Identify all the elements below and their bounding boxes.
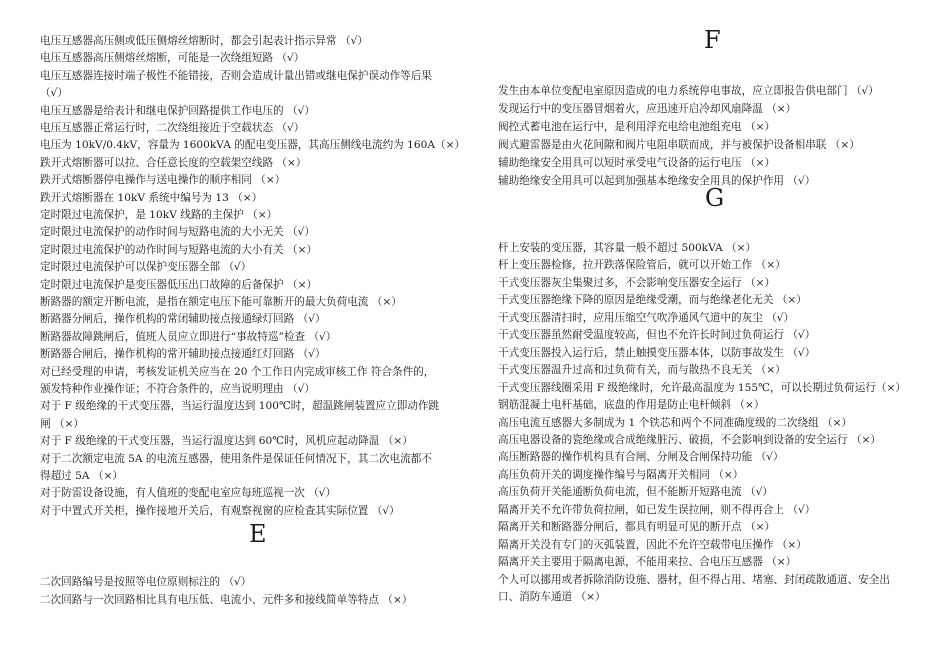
text-line: 定时限过电流保护的动作时间与短路电流的大小无关 （√）: [40, 226, 315, 239]
text-line: 阀控式蓄电池在运行中，是利用浮充电给电池组充电 （×）: [498, 121, 776, 133]
text-line: 断路器的额定开断电流，是指在额定电压下能可靠断开的最大负荷电流 （×）: [40, 296, 402, 308]
text-line: 对于 F 级绝缘的干式变压器，当运行温度达到 100℃时，超温跳闸装置应立即动作跳: [40, 400, 440, 413]
text-line: 断路器故障跳闸后，值班人员应立即进行“事故特巡”检查 （√）: [40, 330, 337, 343]
text-line: 定时限过电流保护是变压器低压出口故障的后备保护 （×）: [40, 278, 318, 291]
text-line: 高压电器设备的瓷绝缘或合成绝缘脏污、破损，不会影响到设备的安全运行 （×）: [498, 433, 882, 446]
text-line: 干式变压器清扫时，应用压缩空气吹净通风气道中的灰尘 （√）: [498, 311, 795, 324]
text-line: 二次回路编号是按照等电位原则标注的 （√）: [40, 576, 252, 588]
text-line: 得超过 5A （×）: [40, 470, 123, 482]
text-line: 对于中置式开关柜，操作接地开关后，有观察视窗的应检查其实际位置 （√）: [40, 504, 400, 517]
text-line: 颁发特种作业操作证；不符合条件的，应当说明理由 （√）: [40, 383, 315, 395]
text-line: 二次回路与一次回路相比具有电压低、电流小、元件多和接线简单等特点 （×）: [40, 594, 413, 606]
text-line: 跌开式熔断器可以拉、合任意长度的空载架空线路 （×）: [40, 156, 307, 169]
section-heading-e: E: [249, 520, 267, 548]
text-line: （√）: [40, 87, 68, 100]
section-heading-g: G: [705, 184, 725, 212]
text-line: 发现运行中的变压器冒烟着火，应迅速开启冷却风扇降温 （×）: [498, 103, 797, 115]
text-line: 电压为 10kV/0.4kV，容量为 1600kVA 的配电变压器，其高压侧线电流约为 160A（×）: [40, 139, 466, 152]
text-line: 钢筋混凝土电杆基础，底盘的作用是防止电杆倾斜 （×）: [498, 399, 765, 412]
text-line: 干式变压器温升过高和过负荷有关，而与散热不良无关 （×）: [498, 364, 786, 377]
text-line: 干式变压器投入运行后，禁止触摸变压器本体，以防事故发生 （√）: [498, 346, 816, 359]
text-line: 干式变压器线圈采用 F 级绝缘时，允许最高温度为 155℃，可以长期过负荷运行（×）: [498, 381, 906, 394]
text-line: 对已经受理的申请，考核发证机关应当在 20 个工作日内完成审核工作 符合条件的，: [40, 365, 435, 378]
text-line: 电压互感器高压侧或低压侧熔丝熔断时，都会引起表计指示异常 （√）: [40, 35, 368, 47]
text-line: 对于 F 级绝缘的干式变压器，当运行温度达到 60℃时，风机应起动降温 （×）: [40, 435, 413, 448]
text-line: 电压互感器高压侧熔丝熔断，可能是一次绕组短路 （√）: [40, 52, 305, 65]
text-line: 高压电流互感器大多制成为 1 个铁芯和两个不同准确度级的二次绕组 （×）: [498, 416, 853, 429]
text-line: 发生由本单位变配电室原因造成的电力系统停电事故，应立即报告供电部门 （√）: [498, 85, 879, 97]
text-line: 口、消防车通道 （×）: [498, 591, 606, 603]
text-line: 辅助绝缘安全用具可以短时承受电气设备的运行电压 （×）: [498, 157, 776, 169]
text-line: 个人可以挪用或者拆除消防设施、器材，但不得占用、堵塞、封闭疏散通道、安全出: [498, 573, 890, 586]
text-line: 电压互感器连接时端子极性不能错接，否则会造成计量出错或继电保护误动作等后果: [40, 69, 432, 82]
text-line: 高压断路器的操作机构具有合闸、分闸及合闸保持功能 （√）: [498, 451, 784, 464]
text-line: 对于防雷设备设施，有人值班的变配电室应每班巡视一次 （√）: [40, 487, 337, 500]
text-line: 跌开式熔断器停电操作与送电操作的顺序相同 （×）: [40, 174, 286, 187]
text-line: 定时限过电流保护，是 10kV 线路的主保护 （×）: [40, 209, 278, 221]
text-line: 隔离开关和断路器分闸后，都具有明显可见的断开点 （×）: [498, 521, 776, 534]
text-line: 电压互感器正常运行时，二次绕组接近于空载状态 （√）: [40, 122, 305, 134]
text-line: 高压负荷开关能通断负荷电流，但不能断开短路电流 （√）: [498, 486, 773, 499]
text-line: 断路器合闸后，操作机构的常开辅助接点接通红灯回路 （√）: [40, 348, 326, 361]
text-line: 高压负荷开关的调度操作编号与隔离开关相同 （×）: [498, 468, 744, 481]
section-heading-f: F: [704, 26, 721, 54]
text-line: 定时限过电流保护的动作时间与短路电流的大小有关 （×）: [40, 243, 318, 256]
text-line: 隔离开关不允许带负荷拉闸，如已发生误拉闸，则不得再合上 （√）: [498, 503, 816, 516]
text-line: 干式变压器虽然耐受温度较高，但也不允许长时间过负荷运行 （√）: [498, 329, 816, 342]
text-line: 定时限过电流保护可以保护变压器全部 （√）: [40, 261, 252, 274]
text-line: 隔离开关主要用于隔离电源，不能用来拉、合电压互感器 （×）: [498, 556, 797, 569]
text-line: 闸 （×）: [40, 417, 85, 430]
text-line: 干式变压器绝缘下降的原因是绝缘受潮，而与绝缘老化无关 （×）: [498, 294, 807, 307]
text-line: 辅助绝缘安全用具可以起到加强基本绝缘安全用具的保护作用 （√）: [498, 175, 816, 187]
text-line: 干式变压器灰尘集聚过多，不会影响变压器安全运行 （×）: [498, 276, 776, 289]
text-line: 电压互感器是给表计和继电保护回路提供工作电压的 （√）: [40, 104, 315, 117]
text-line: 阀式避雷器是由火花间隙和阀片电阻串联而成，并与被保护设备相串联 （×）: [498, 139, 860, 151]
text-line: 跌开式熔断器在 10kV 系统中编号为 13 （×）: [40, 191, 263, 204]
text-line: 断路器分闸后，操作机构的常闭辅助接点接通绿灯回路 （√）: [40, 313, 326, 326]
text-line: 杆上安装的变压器，其容量一般不超过 500kVA （×）: [498, 242, 757, 254]
text-line: 隔离开关没有专门的灭弧装置，因此不允许空载带电压操作 （×）: [498, 538, 807, 551]
text-line: 对于二次额定电流 5A 的电流互感器，使用条件是保证任何情况下，其二次电流都不: [40, 452, 432, 465]
text-line: 杆上变压器检修，拉开跌落保险管后，就可以开始工作 （×）: [498, 259, 786, 272]
